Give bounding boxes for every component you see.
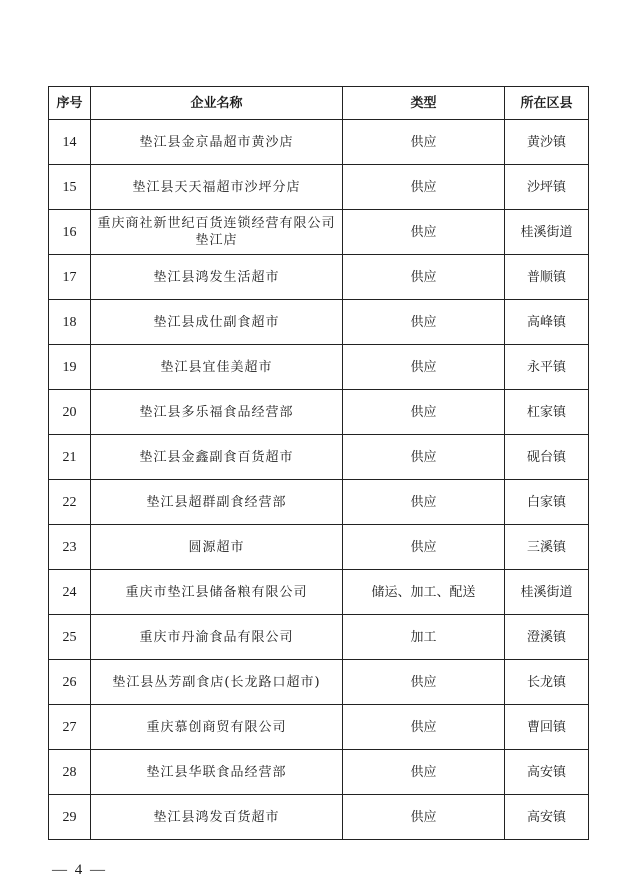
cell-serial-number: 16 xyxy=(49,210,91,255)
table-row xyxy=(49,750,589,795)
cell-district: 三溪镇 xyxy=(505,525,589,570)
cell-type: 供应 xyxy=(343,165,505,210)
cell-district: 高安镇 xyxy=(505,795,589,840)
cell-enterprise-name: 垫江县多乐福食品经营部 xyxy=(91,390,343,435)
cell-serial-number: 21 xyxy=(49,435,91,480)
cell-type: 供应 xyxy=(343,120,505,165)
cell-enterprise-name: 垫江县华联食品经营部 xyxy=(91,750,343,795)
cell-district: 桂溪街道 xyxy=(505,570,589,615)
cell-district: 永平镇 xyxy=(505,345,589,390)
cell-serial-number: 22 xyxy=(49,480,91,525)
table-row xyxy=(49,165,589,210)
cell-type: 供应 xyxy=(343,525,505,570)
cell-type: 供应 xyxy=(343,435,505,480)
cell-enterprise-name: 垫江县金京晶超市黄沙店 xyxy=(91,120,343,165)
table-row xyxy=(49,120,589,165)
cell-district: 普顺镇 xyxy=(505,255,589,300)
cell-enterprise-name: 重庆市丹渝食品有限公司 xyxy=(91,615,343,660)
cell-serial-number: 15 xyxy=(49,165,91,210)
cell-type: 供应 xyxy=(343,795,505,840)
cell-enterprise-name: 重庆慕创商贸有限公司 xyxy=(91,705,343,750)
header-serial-number: 序号 xyxy=(49,87,91,120)
table-row xyxy=(49,705,589,750)
table-row xyxy=(49,300,589,345)
table-header-row xyxy=(49,87,589,120)
table-row xyxy=(49,570,589,615)
cell-district: 黄沙镇 xyxy=(505,120,589,165)
cell-enterprise-name: 垫江县金鑫副食百货超市 xyxy=(91,435,343,480)
cell-enterprise-name: 垫江县宜佳美超市 xyxy=(91,345,343,390)
cell-enterprise-name: 垫江县鸿发百货超市 xyxy=(91,795,343,840)
table-row xyxy=(49,660,589,705)
cell-type: 储运、加工、配送 xyxy=(343,570,505,615)
table-body xyxy=(49,120,589,840)
header-district: 所在区县 xyxy=(505,87,589,120)
table-row xyxy=(49,480,589,525)
cell-district: 曹回镇 xyxy=(505,705,589,750)
cell-enterprise-name: 重庆商社新世纪百货连锁经营有限公司垫江店 xyxy=(91,210,343,255)
cell-district: 杠家镇 xyxy=(505,390,589,435)
cell-type: 供应 xyxy=(343,345,505,390)
cell-type: 供应 xyxy=(343,255,505,300)
cell-enterprise-name: 垫江县丛芳副食店(长龙路口超市) xyxy=(91,660,343,705)
cell-type: 供应 xyxy=(343,480,505,525)
cell-district: 桂溪街道 xyxy=(505,210,589,255)
cell-type: 供应 xyxy=(343,660,505,705)
cell-type: 供应 xyxy=(343,210,505,255)
cell-serial-number: 18 xyxy=(49,300,91,345)
cell-serial-number: 20 xyxy=(49,390,91,435)
header-type: 类型 xyxy=(343,87,505,120)
table-row xyxy=(49,210,589,255)
cell-enterprise-name: 圆源超市 xyxy=(91,525,343,570)
table-row xyxy=(49,345,589,390)
enterprise-table-container xyxy=(48,86,588,840)
table-row xyxy=(49,795,589,840)
cell-serial-number: 25 xyxy=(49,615,91,660)
table-row xyxy=(49,525,589,570)
cell-type: 供应 xyxy=(343,750,505,795)
cell-district: 高安镇 xyxy=(505,750,589,795)
cell-type: 供应 xyxy=(343,705,505,750)
table-row xyxy=(49,435,589,480)
cell-serial-number: 19 xyxy=(49,345,91,390)
cell-district: 高峰镇 xyxy=(505,300,589,345)
table-row xyxy=(49,390,589,435)
cell-serial-number: 17 xyxy=(49,255,91,300)
cell-serial-number: 14 xyxy=(49,120,91,165)
cell-serial-number: 26 xyxy=(49,660,91,705)
cell-district: 砚台镇 xyxy=(505,435,589,480)
cell-type: 供应 xyxy=(343,390,505,435)
cell-district: 长龙镇 xyxy=(505,660,589,705)
page-number: — 4 — xyxy=(52,862,107,878)
cell-serial-number: 27 xyxy=(49,705,91,750)
table-row xyxy=(49,615,589,660)
header-enterprise-name: 企业名称 xyxy=(91,87,343,120)
cell-serial-number: 23 xyxy=(49,525,91,570)
cell-enterprise-name: 重庆市垫江县储备粮有限公司 xyxy=(91,570,343,615)
table-row xyxy=(49,255,589,300)
cell-enterprise-name: 垫江县天天福超市沙坪分店 xyxy=(91,165,343,210)
cell-type: 加工 xyxy=(343,615,505,660)
enterprise-table xyxy=(48,86,589,840)
cell-district: 澄溪镇 xyxy=(505,615,589,660)
cell-enterprise-name: 垫江县鸿发生活超市 xyxy=(91,255,343,300)
cell-district: 白家镇 xyxy=(505,480,589,525)
cell-enterprise-name: 垫江县成仕副食超市 xyxy=(91,300,343,345)
cell-district: 沙坪镇 xyxy=(505,165,589,210)
cell-enterprise-name: 垫江县超群副食经营部 xyxy=(91,480,343,525)
cell-serial-number: 24 xyxy=(49,570,91,615)
cell-type: 供应 xyxy=(343,300,505,345)
cell-serial-number: 28 xyxy=(49,750,91,795)
cell-serial-number: 29 xyxy=(49,795,91,840)
